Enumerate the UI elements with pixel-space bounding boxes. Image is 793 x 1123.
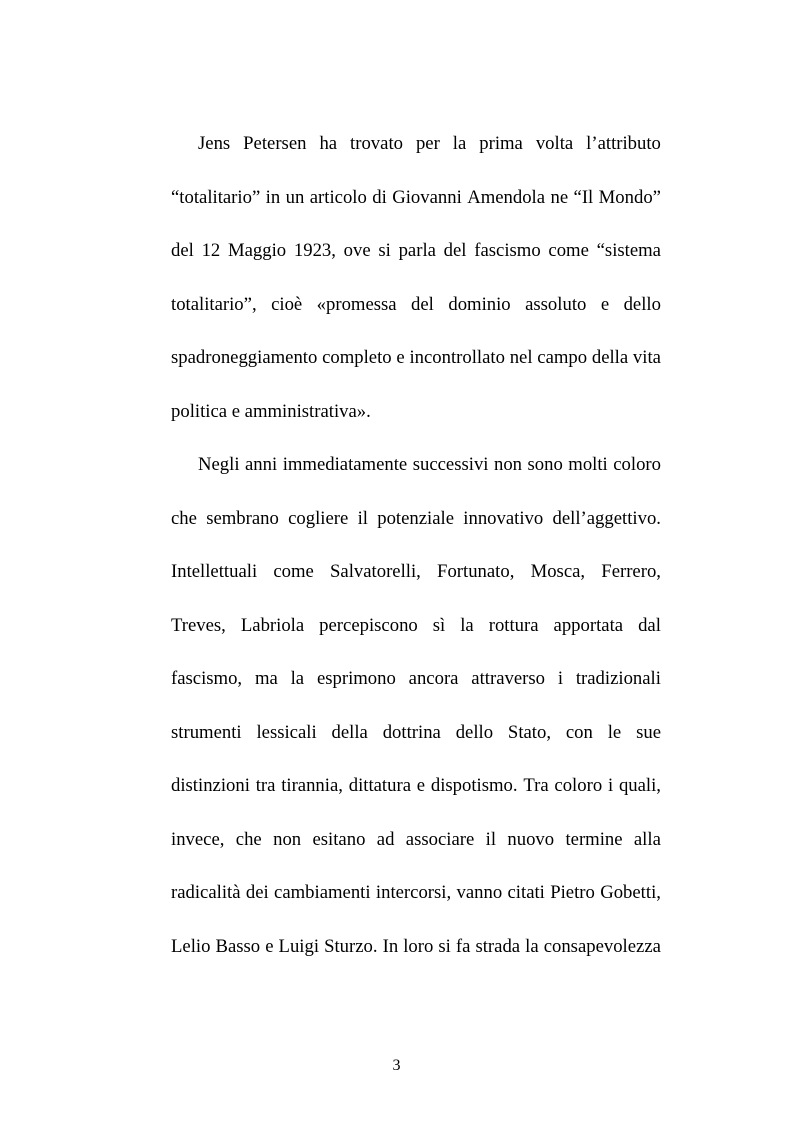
text-line bbox=[171, 652, 661, 706]
word: fascismo bbox=[474, 240, 541, 261]
word: dottrina bbox=[382, 721, 441, 743]
word: dello bbox=[623, 293, 661, 315]
word: i bbox=[557, 668, 564, 689]
word: associare bbox=[405, 828, 475, 850]
word: “Il bbox=[573, 186, 594, 208]
word: Mosca, bbox=[530, 561, 586, 582]
word: fascismo, bbox=[171, 668, 243, 689]
word: in bbox=[265, 186, 281, 208]
word: un bbox=[285, 186, 305, 208]
word: completo bbox=[322, 347, 392, 368]
word: ancora bbox=[408, 668, 459, 689]
word: l’attributo bbox=[586, 133, 661, 154]
word: che bbox=[171, 507, 197, 529]
text-line bbox=[171, 438, 661, 492]
text-line bbox=[171, 278, 661, 332]
word: esprimono bbox=[316, 668, 396, 689]
word: innovativo bbox=[463, 507, 544, 529]
word: lessicali bbox=[256, 721, 317, 743]
word: la bbox=[290, 668, 305, 689]
word: e bbox=[416, 775, 426, 796]
text-line: politica e amministrativa». bbox=[171, 400, 371, 422]
text-line bbox=[171, 920, 661, 974]
word: il bbox=[485, 828, 497, 850]
word: Labriola bbox=[240, 614, 305, 636]
word: si bbox=[378, 240, 391, 261]
word: dal bbox=[638, 614, 661, 636]
word: Intellettuali bbox=[171, 561, 258, 582]
word: dello bbox=[455, 721, 494, 743]
word: Petersen bbox=[243, 133, 307, 154]
word: ad bbox=[376, 828, 395, 850]
word: Tra bbox=[523, 775, 549, 796]
word: che bbox=[235, 828, 262, 850]
word: spadroneggiamento bbox=[171, 347, 318, 368]
word: nel bbox=[509, 347, 533, 368]
word: «promessa bbox=[316, 293, 397, 315]
word: strada bbox=[475, 935, 521, 957]
text-line bbox=[171, 117, 661, 171]
text-line bbox=[171, 331, 661, 385]
word: sono bbox=[527, 454, 563, 475]
word: della bbox=[331, 721, 368, 743]
text-line bbox=[171, 706, 661, 760]
word: 1923, bbox=[293, 240, 336, 261]
word: sembrano bbox=[206, 507, 279, 529]
paragraph-1 bbox=[171, 117, 661, 438]
word: della bbox=[591, 347, 629, 368]
word: Basso bbox=[215, 935, 261, 957]
page-number: 3 bbox=[392, 1057, 401, 1074]
word: esitano bbox=[312, 828, 366, 850]
word: dittatura bbox=[348, 775, 411, 796]
word: di bbox=[372, 186, 387, 208]
word: apportata bbox=[553, 614, 624, 636]
word: le bbox=[607, 721, 622, 743]
word: sì bbox=[432, 614, 446, 636]
word: dei bbox=[245, 882, 269, 903]
word: trovato bbox=[350, 133, 403, 154]
word: “totalitario” bbox=[171, 186, 261, 208]
text-line bbox=[171, 545, 661, 599]
word: cogliere bbox=[288, 507, 349, 529]
word: ha bbox=[319, 133, 338, 154]
word: dominio bbox=[448, 293, 511, 315]
word: ove bbox=[343, 240, 371, 261]
word: incontrollato bbox=[409, 347, 505, 368]
word: come bbox=[273, 561, 314, 582]
word: loro bbox=[403, 935, 434, 957]
word: la bbox=[525, 935, 539, 957]
word: Pietro bbox=[550, 882, 595, 903]
word: assoluto bbox=[525, 293, 587, 315]
word: Lelio bbox=[171, 935, 211, 957]
word: strumenti bbox=[171, 721, 242, 743]
word: distinzioni bbox=[171, 775, 250, 796]
word: la bbox=[460, 614, 474, 636]
word: parla bbox=[398, 240, 436, 261]
word: Giovanni bbox=[392, 186, 462, 208]
word: Gobetti, bbox=[600, 882, 661, 903]
word: rottura bbox=[488, 614, 539, 636]
word: ne bbox=[550, 186, 569, 208]
word: tirannia, bbox=[281, 775, 343, 796]
word: del bbox=[443, 240, 467, 261]
word: termine bbox=[565, 828, 623, 850]
word: invece, bbox=[171, 828, 225, 850]
text-line bbox=[171, 171, 661, 225]
word: si bbox=[438, 935, 451, 957]
word: “sistema bbox=[596, 240, 661, 261]
text-line bbox=[171, 866, 661, 920]
text-line bbox=[171, 759, 661, 813]
word: quali, bbox=[618, 775, 661, 796]
word: Fortunato, bbox=[437, 561, 515, 582]
word: come bbox=[548, 240, 589, 261]
word: Negli bbox=[198, 454, 240, 475]
word: sue bbox=[636, 721, 661, 743]
word: alla bbox=[633, 828, 661, 850]
word: i bbox=[607, 775, 614, 796]
word: Amendola bbox=[467, 186, 546, 208]
word: intercorsi, bbox=[375, 882, 452, 903]
word: dispotismo. bbox=[430, 775, 518, 796]
word: non bbox=[493, 454, 523, 475]
word: ma bbox=[254, 668, 278, 689]
word: e bbox=[396, 347, 405, 368]
text-line bbox=[171, 224, 661, 278]
word: cioè bbox=[271, 293, 303, 315]
word: In bbox=[382, 935, 399, 957]
word: articolo bbox=[309, 186, 367, 208]
word: e bbox=[265, 935, 274, 957]
word: con bbox=[565, 721, 593, 743]
word: prima bbox=[479, 133, 523, 154]
word: e bbox=[600, 293, 610, 315]
word: del bbox=[411, 293, 434, 315]
word: percepiscono bbox=[319, 614, 418, 636]
word: Salvatorelli, bbox=[330, 561, 421, 582]
word: non bbox=[273, 828, 302, 850]
word: per bbox=[415, 133, 440, 154]
word: consapevolezza bbox=[543, 935, 661, 957]
word: anni bbox=[245, 454, 278, 475]
word: Ferrero, bbox=[601, 561, 661, 582]
text-line bbox=[171, 599, 661, 653]
word: Maggio bbox=[228, 240, 287, 261]
word: Luigi bbox=[278, 935, 320, 957]
word: la bbox=[452, 133, 467, 154]
word: tra bbox=[255, 775, 276, 796]
word: dell’aggettivo. bbox=[552, 507, 661, 529]
word: potenziale bbox=[377, 507, 455, 529]
word: Mondo” bbox=[598, 186, 661, 208]
word: coloro bbox=[613, 454, 661, 475]
word: attraverso bbox=[471, 668, 545, 689]
word: volta bbox=[535, 133, 574, 154]
word: successivi bbox=[412, 454, 489, 475]
word: totalitario”, bbox=[171, 293, 257, 315]
word: coloro bbox=[554, 775, 603, 796]
page-body bbox=[171, 117, 661, 973]
word: del bbox=[171, 240, 194, 261]
word: radicalità bbox=[171, 882, 241, 903]
paragraph-2 bbox=[171, 438, 661, 973]
word: vanno bbox=[456, 882, 503, 903]
text-line bbox=[171, 813, 661, 867]
word: tradizionali bbox=[575, 668, 661, 689]
text-line bbox=[171, 492, 661, 546]
word: Stato, bbox=[507, 721, 552, 743]
word: Treves, bbox=[171, 614, 226, 636]
word: vita bbox=[632, 347, 661, 368]
word: molti bbox=[568, 454, 608, 475]
word: 12 bbox=[201, 240, 221, 261]
word: cambiamenti bbox=[274, 882, 371, 903]
word: campo bbox=[537, 347, 588, 368]
word: immediatamente bbox=[282, 454, 408, 475]
word: nuovo bbox=[507, 828, 555, 850]
word: fa bbox=[455, 935, 471, 957]
word: il bbox=[357, 507, 368, 529]
word: citati bbox=[507, 882, 545, 903]
word: Jens bbox=[198, 133, 231, 154]
word: Sturzo. bbox=[324, 935, 378, 957]
